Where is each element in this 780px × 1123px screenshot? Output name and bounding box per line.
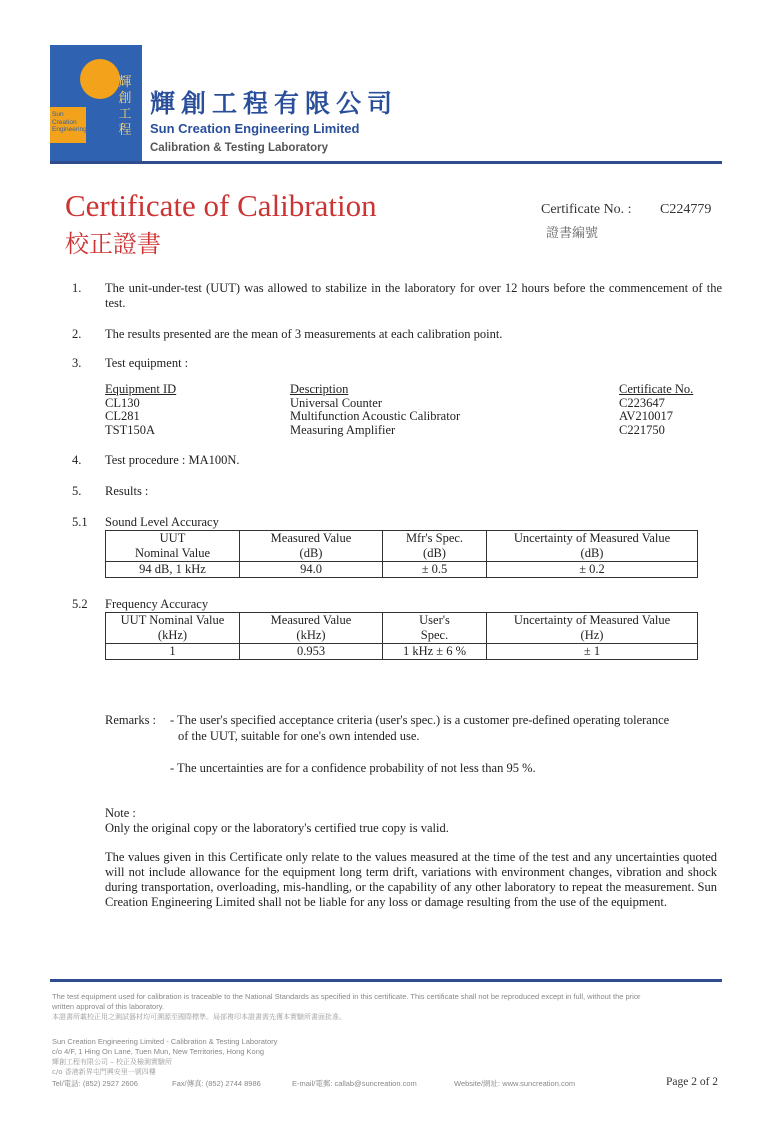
footer-website[interactable]: Website/網址: www.suncreation.com <box>454 1079 576 1088</box>
equipment-certificate: C221750 <box>619 422 665 437</box>
item-number: 1. <box>72 281 82 295</box>
equipment-description-column <box>290 383 460 437</box>
table-header-cell: UUT Nominal Value (kHz) <box>106 613 240 644</box>
section-title-sound-level: Sound Level Accuracy <box>105 515 219 529</box>
section-number: 5.2 <box>72 597 88 611</box>
frequency-table <box>105 612 698 660</box>
note-original-copy: Only the original copy or the laboratory's certified true copy is valid. <box>105 821 449 835</box>
company-name-chinese: 輝創工程有限公司 <box>150 89 399 118</box>
table-cell: 0.953 <box>240 644 383 660</box>
certificate-title-chinese: 校正證書 <box>65 230 161 258</box>
certificate-number-label-chinese: 證書編號 <box>546 226 599 241</box>
equipment-id: TST150A <box>105 422 155 437</box>
footer-fax: Fax/傳真: (852) 2744 8986 <box>172 1079 261 1088</box>
note-label: Note : <box>105 806 136 820</box>
company-name-english: Sun Creation Engineering Limited <box>150 121 360 136</box>
header-divider <box>50 161 722 164</box>
equipment-description: Measuring Amplifier <box>290 422 396 437</box>
table-header-cell: UUT Nominal Value <box>106 531 240 562</box>
remark-user-spec-cont: of the UUT, suitable for one's own intended use. <box>178 729 420 743</box>
certificate-number-label: Certificate No. : <box>541 202 632 217</box>
equipment-certificate: AV210017 <box>619 409 673 423</box>
table-header-row <box>106 531 698 562</box>
remarks-label: Remarks : <box>105 713 157 727</box>
table-cell: ± 1 <box>487 644 698 660</box>
table-cell: 94 dB, 1 kHz <box>106 562 240 578</box>
item-number: 4. <box>72 453 82 467</box>
item-text-stabilize: The unit-under-test (UUT) was allowed to stabilize in the laboratory for over 12 hours before the commencement of the test. <box>105 281 722 310</box>
footer-telephone: Tel/電話: (852) 2927 2606 <box>52 1079 138 1088</box>
table-cell: 94.0 <box>240 562 383 578</box>
footer-address: Sun Creation Engineering Limited - Calibration & Testing Laboratory c/o 4/F, 1 Hing On Lane, Tuen Mun, New Territories, Hong Kong 輝創工程有限公司 – 校正及檢測實驗所 c/o 香港新界屯門興安里一號四樓 <box>52 1037 278 1076</box>
company-logo <box>50 45 142 163</box>
equipment-certificate: C223647 <box>619 395 665 410</box>
section-number: 5.1 <box>72 515 88 529</box>
remark-uncertainty: - The uncertainties are for a confidence probability of not less than 95 %. <box>170 761 536 775</box>
table-cell: 1 <box>106 644 240 660</box>
equipment-description: Multifunction Acoustic Calibrator <box>290 409 461 423</box>
item-number: 5. <box>72 484 82 498</box>
table-header-cell: Uncertainty of Measured Value (Hz) <box>487 613 698 644</box>
item-text-test-equipment: Test equipment : <box>105 356 189 370</box>
table-cell: ± 0.5 <box>383 562 487 578</box>
equipment-certificate-column <box>619 383 693 437</box>
table-header-cell: Measured Value (dB) <box>240 531 383 562</box>
equipment-id-column <box>105 383 176 437</box>
item-text-results: Results : <box>105 484 149 498</box>
table-header-cell: User's Spec. <box>383 613 487 644</box>
logo-chinese-chars: 輝 創 工 程 <box>118 75 132 138</box>
equipment-description-header: Description <box>290 382 349 396</box>
table-row <box>106 562 698 578</box>
equipment-id: CL281 <box>105 409 140 423</box>
table-header-cell: Mfr's Spec. (dB) <box>383 531 487 562</box>
equipment-certificate-header: Certificate No. <box>619 382 694 396</box>
item-text-results-mean: The results presented are the mean of 3 measurements at each calibration point. <box>105 327 503 341</box>
page-number: Page 2 of 2 <box>666 1076 719 1088</box>
certificate-number-value: C224779 <box>660 202 712 217</box>
remark-user-spec: - The user's specified acceptance criteria (user's spec.) is a customer pre-defined operating tolerance <box>170 713 670 727</box>
item-number: 3. <box>72 356 82 370</box>
footer-divider <box>50 979 722 982</box>
section-title-frequency: Frequency Accuracy <box>105 597 209 611</box>
table-header-cell: Uncertainty of Measured Value (dB) <box>487 531 698 562</box>
note-disclaimer: The values given in this Certificate only relate to the values measured at the time of the test and any uncertainties quoted will not include allowance for the equipment long term drift, variations with environment changes, vibration and shock during transportation, overloading, mis-handling, or the capability of any other laboratory to repeat the measurement. Sun Creation Engineering Limited shall not be liable for any loss or damage resulting from the use of the equipment. <box>105 850 717 909</box>
equipment-id-header: Equipment ID <box>105 382 177 396</box>
table-row <box>106 644 698 660</box>
laboratory-name: Calibration & Testing Laboratory <box>150 142 329 154</box>
table-header-row <box>106 613 698 644</box>
equipment-description: Universal Counter <box>290 395 382 410</box>
logo-small-text: Sun Creation Engineering <box>52 111 87 133</box>
table-cell: ± 0.2 <box>487 562 698 578</box>
equipment-id: CL130 <box>105 395 140 410</box>
table-header-cell: Measured Value (kHz) <box>240 613 383 644</box>
item-text-test-procedure: Test procedure : MA100N. <box>105 453 240 467</box>
footer-traceability: The test equipment used for calibration is traceable to the National Standards as specified in this certificate. This certificate shall not be reproduced except in full, without the prior written approval of this laboratory. 本證書所載校正用之測試器材均可溯源至國際標準。局部複印本證書需先獲本實驗所書面批准。 <box>52 992 641 1021</box>
sound-level-table <box>105 530 698 578</box>
table-cell: 1 kHz ± 6 % <box>383 644 487 660</box>
item-number: 2. <box>72 327 82 341</box>
certificate-title: Certificate of Calibration <box>65 188 377 223</box>
footer-email[interactable]: E-mail/電郵: callab@suncreation.com <box>292 1079 417 1088</box>
